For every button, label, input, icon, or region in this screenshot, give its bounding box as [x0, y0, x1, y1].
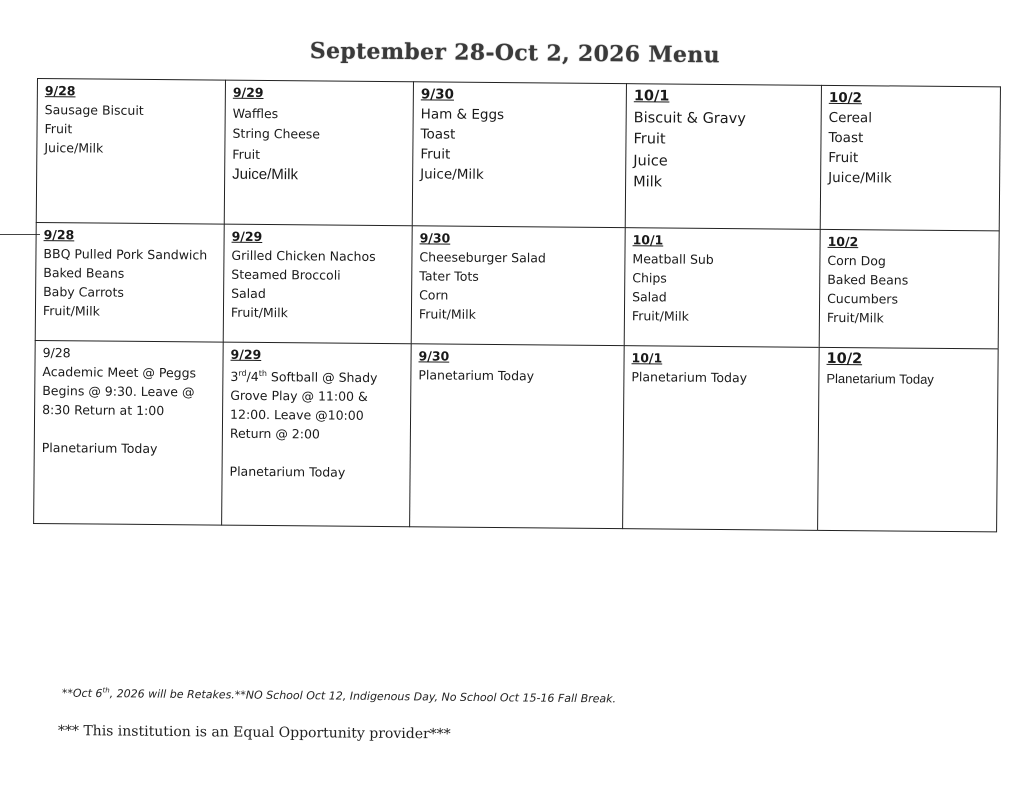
planetarium-note: Planetarium Today [41, 440, 158, 457]
events-cell-102 [817, 347, 999, 533]
menu-item: Milk [633, 174, 663, 191]
breakfast-cell-929 [224, 80, 413, 226]
menu-item: Grilled Chicken Nachos [231, 247, 376, 264]
menu-item: Toast [420, 126, 456, 143]
menu-item: Fruit [633, 131, 666, 148]
breakfast-cell-101 [625, 83, 821, 229]
breakfast-row [36, 78, 1001, 230]
menu-item: Fruit/Milk [230, 304, 288, 321]
events-row [33, 340, 999, 532]
menu-item: Tater Tots [419, 268, 479, 284]
date-label: 9/28 [42, 345, 71, 361]
date-label: 9/29 [232, 84, 264, 100]
date-label: 10/2 [827, 233, 859, 250]
date-label: 10/2 [826, 350, 863, 368]
breakfast-cell-102 [820, 85, 1001, 231]
menu-item: Cucumbers [827, 290, 899, 307]
date-label: 9/29 [231, 228, 263, 244]
menu-item: Toast [828, 129, 864, 147]
planetarium-note: Planetarium Today [229, 463, 346, 480]
menu-item: Waffles [232, 105, 279, 121]
menu-item: Fruit/Milk [826, 309, 884, 326]
menu-item: Juice/Milk [44, 140, 104, 156]
planetarium-note: Planetarium Today [826, 370, 934, 387]
events-cell-101 [622, 345, 819, 531]
menu-item: Baby Carrots [43, 284, 124, 300]
menu-item: Cheeseburger Salad [419, 249, 546, 266]
stray-line [0, 234, 40, 235]
equal-opportunity-statement: *** This institution is an Equal Opportunity provider*** [57, 723, 451, 743]
menu-item: Corn [419, 287, 449, 303]
menu-item: Salad [231, 285, 266, 302]
menu-item: BBQ Pulled Pork Sandwich [43, 246, 208, 263]
menu-item: Salad [632, 289, 667, 305]
lunch-cell-101 [624, 227, 820, 347]
date-label: 9/28 [44, 83, 76, 99]
menu-item: Steamed Broccoli [231, 266, 341, 283]
menu-item: Fruit [828, 149, 859, 167]
events-cell-929 [221, 342, 411, 528]
date-label: 10/1 [632, 232, 664, 248]
event-text: Academic Meet @ Peggs Begins @ 9:30. Leave @ 8:30 Return at 1:00 [42, 364, 197, 419]
footnote: **Oct 6th, 2026 will be Retakes.**NO School Oct 12, Indigenous Day, No School Oct 15-16 Fall Break. [61, 686, 617, 706]
menu-item: Fruit [44, 121, 73, 137]
lunch-cell-102 [819, 229, 1000, 349]
menu-item: Fruit/Milk [42, 303, 100, 319]
date-label: 10/1 [631, 350, 663, 366]
events-cell-928 [33, 340, 223, 526]
menu-table [33, 78, 1001, 532]
menu-item: Baked Beans [827, 271, 909, 288]
date-label: 9/28 [43, 227, 75, 243]
menu-item: Juice/Milk [232, 165, 299, 184]
breakfast-cell-928 [36, 78, 225, 224]
menu-item: Fruit/Milk [418, 306, 476, 322]
date-label: 9/30 [418, 348, 450, 364]
date-label: 9/29 [230, 346, 262, 362]
menu-item: Fruit [232, 146, 261, 162]
menu-item: Ham & Eggs [420, 106, 505, 124]
menu-item: Chips [632, 270, 667, 286]
menu-item: Cereal [828, 109, 873, 127]
menu-item: Baked Beans [43, 265, 125, 281]
event-text: 3rd/4th Softball @ Shady Grove Play @ 11:00 & 12:00. Leave @10:00 Return @ 2:00 [229, 368, 378, 442]
menu-item: Sausage Biscuit [44, 102, 144, 118]
breakfast-cell-930 [412, 81, 626, 227]
menu-item: Meatball Sub [632, 251, 714, 267]
date-label: 9/30 [420, 86, 455, 103]
planetarium-note: Planetarium Today [631, 369, 748, 386]
date-label: 10/1 [633, 88, 670, 105]
menu-item: Juice [633, 152, 668, 170]
events-cell-930 [409, 343, 624, 529]
lunch-cell-928 [35, 222, 224, 342]
lunch-cell-930 [411, 225, 625, 345]
menu-item: Fruit/Milk [631, 308, 689, 324]
date-label: 9/30 [419, 230, 451, 246]
menu-item: String Cheese [232, 125, 321, 142]
menu-item: Juice/Milk [828, 169, 892, 187]
menu-item: Biscuit & Gravy [633, 109, 746, 127]
menu-item: Corn Dog [827, 252, 886, 269]
menu-item: Juice/Milk [420, 166, 484, 183]
lunch-cell-929 [223, 224, 412, 344]
planetarium-note: Planetarium Today [418, 367, 535, 384]
date-label: 10/2 [828, 89, 863, 107]
menu-item: Fruit [420, 146, 451, 163]
page-title: September 28-Oct 2, 2026 Menu [309, 38, 721, 69]
lunch-row [35, 222, 1000, 348]
